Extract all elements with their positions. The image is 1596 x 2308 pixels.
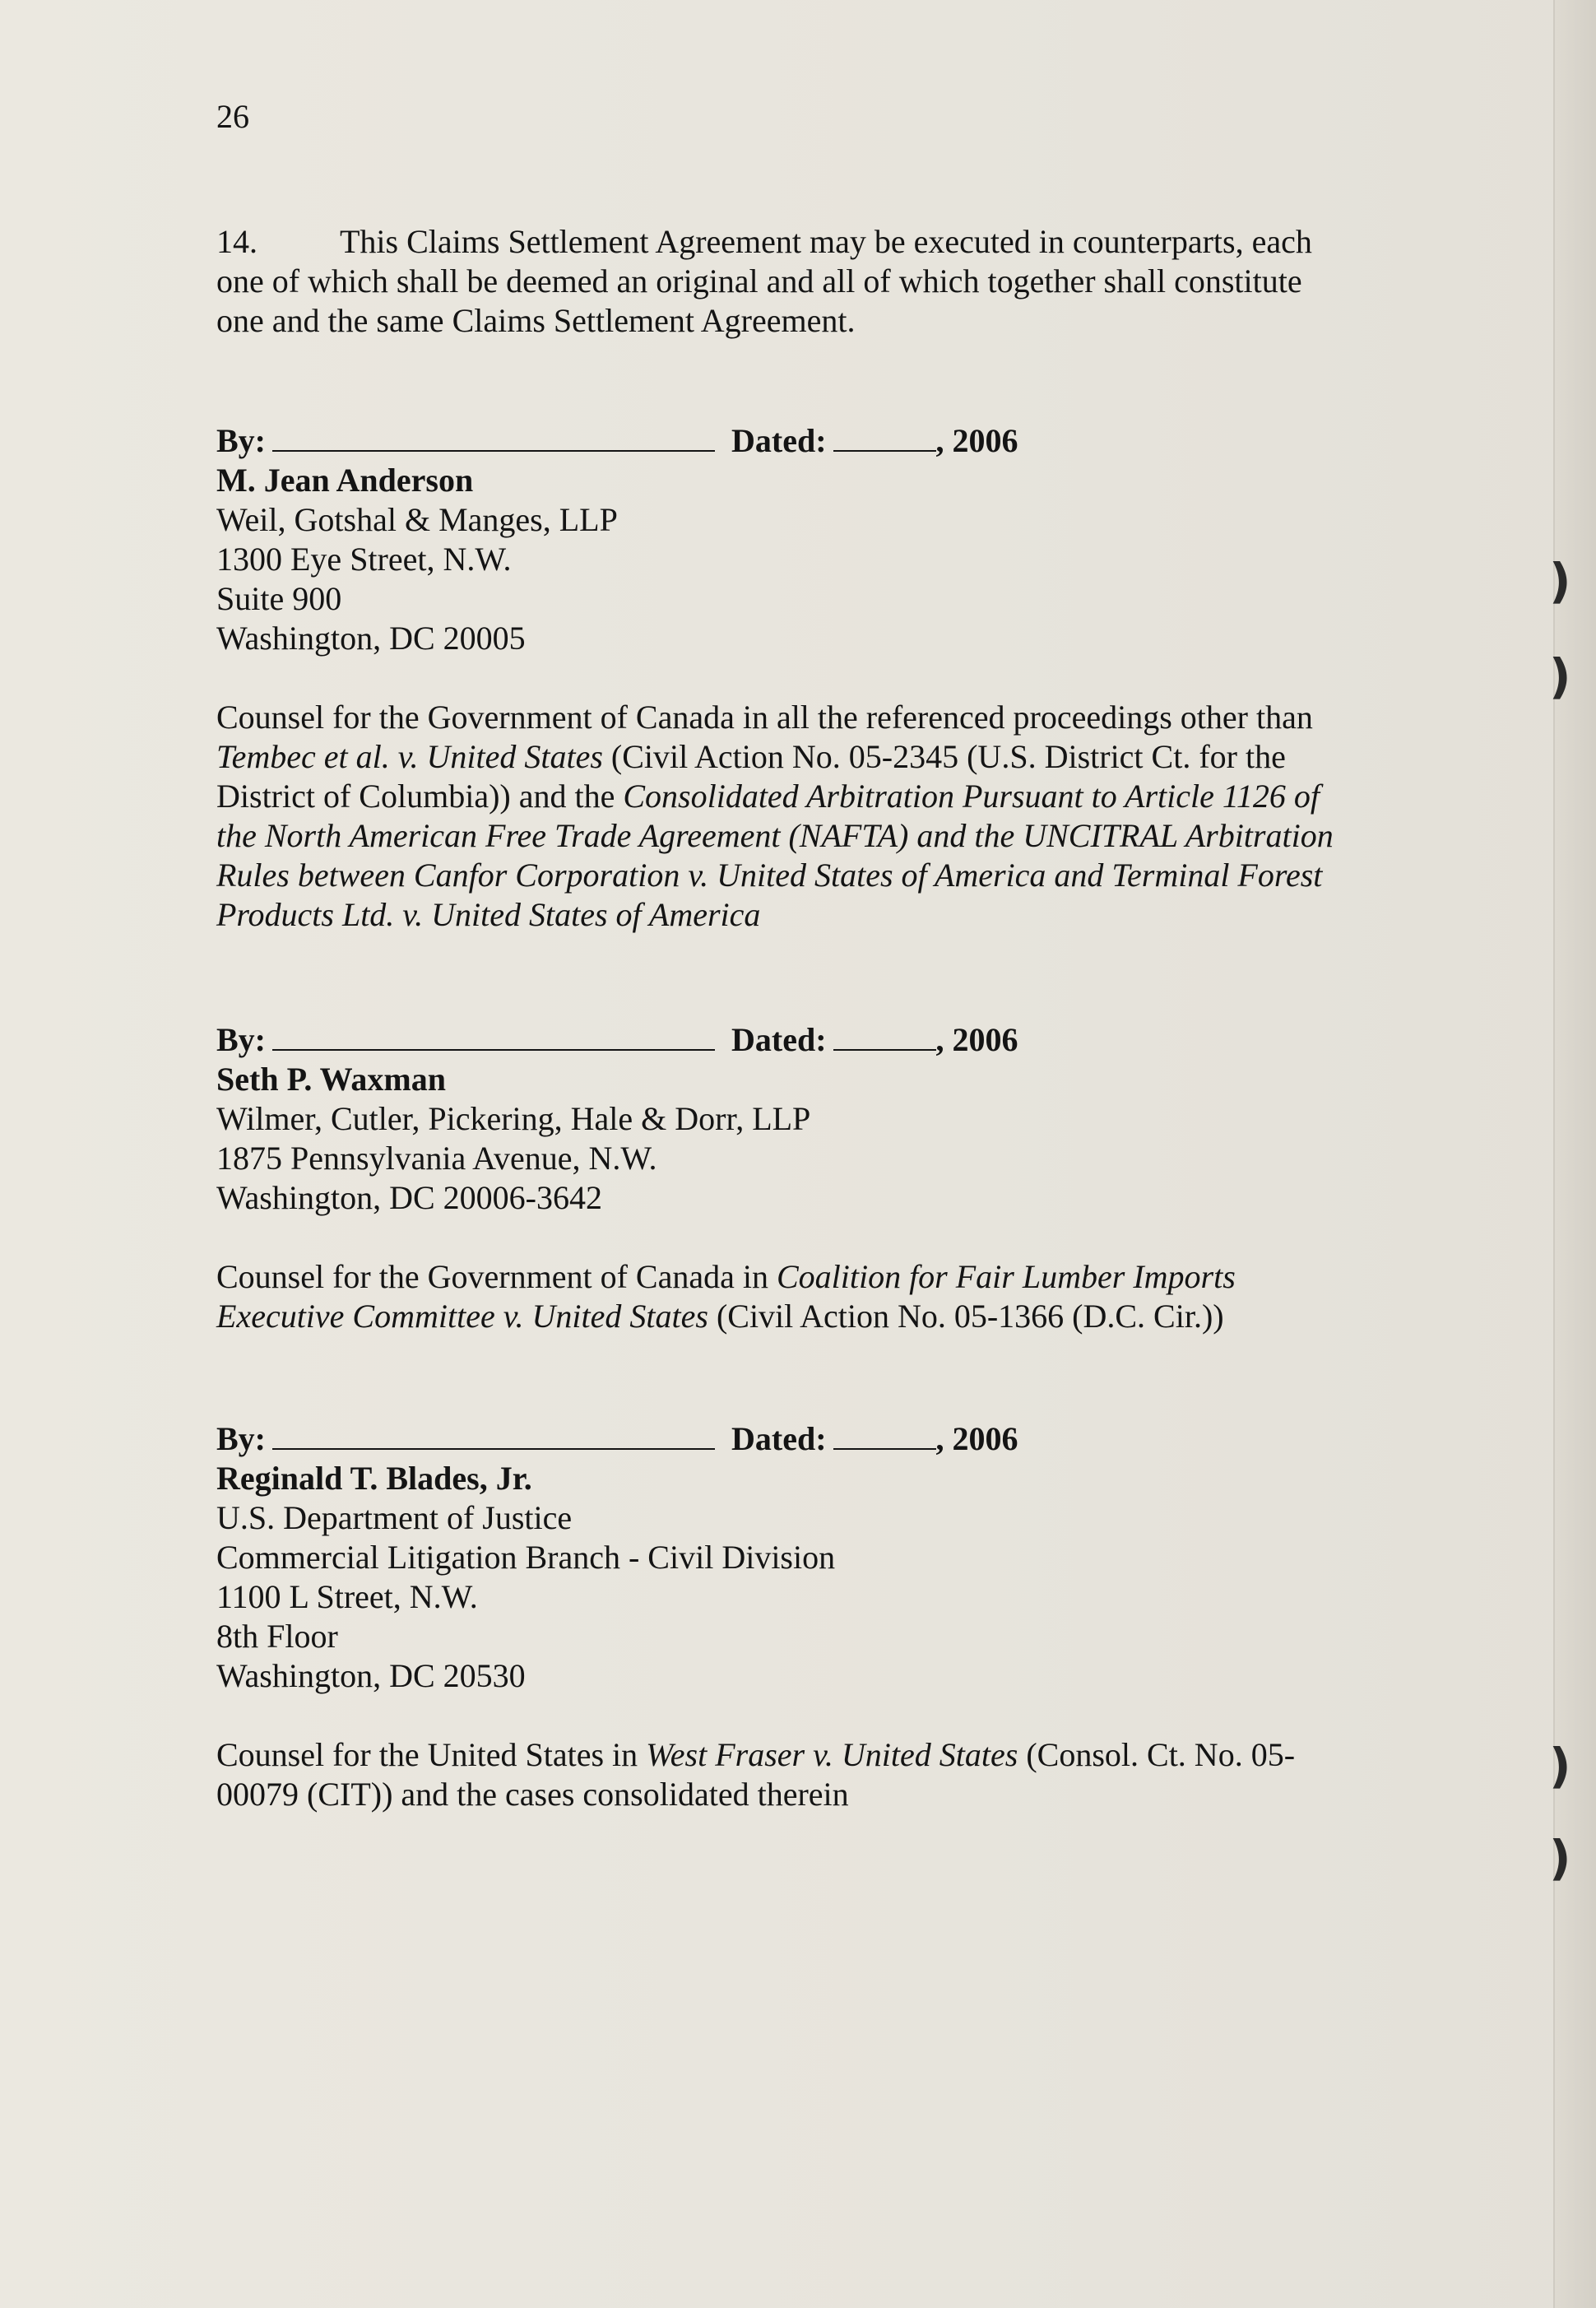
margin-mark: ) (1549, 1738, 1571, 1794)
signatory-address (216, 500, 1352, 658)
signatory-name: Seth P. Waxman (216, 1061, 446, 1098)
by-label: By: (216, 422, 266, 459)
signature-blank (272, 1420, 715, 1450)
date-year: , 2006 (935, 1420, 1018, 1457)
address-line: Washington, DC 20530 (216, 1657, 526, 1694)
date-year: , 2006 (935, 1021, 1018, 1058)
counsel-text: Counsel for the Government of Canada in all the referenced proceedings other than (216, 699, 1313, 736)
section-number: 14. (216, 223, 257, 260)
date-blank (833, 422, 936, 452)
signature-line (216, 421, 1352, 461)
address-line: 8th Floor (216, 1618, 338, 1655)
page-edge (1553, 0, 1596, 2308)
address-line: Washington, DC 20005 (216, 620, 526, 657)
section-text: This Claims Settlement Agreement may be executed in counterparts, each one of which shall be deemed an original and all of which together shall constitute one and the same Claims Settlement Agreement. (216, 223, 1312, 339)
case-name: Consolidated Arbitration Pursuant to Article 1126 of the North American Free Trade Agreement (NAFTA) and the UNCITRAL Arbitration Rules between Canfor Corporation v. United States of America and Terminal Forest Products Ltd. v. United States of America (216, 778, 1334, 933)
signature-blank (272, 1021, 715, 1051)
dated-label: Dated: (731, 1420, 827, 1457)
address-line: 1300 Eye Street, N.W. (216, 541, 512, 578)
counsel-description (216, 698, 1352, 935)
margin-mark: ) (1549, 648, 1571, 704)
signature-block-3 (216, 1419, 1352, 1814)
dated-label: Dated: (731, 1021, 827, 1058)
address-line: 1100 L Street, N.W. (216, 1578, 478, 1615)
section-14-paragraph (216, 222, 1352, 341)
signatory-address (216, 1099, 1352, 1218)
address-line: 1875 Pennsylvania Avenue, N.W. (216, 1140, 657, 1177)
counsel-text: Counsel for the United States in (216, 1736, 647, 1773)
signatory-name: Reginald T. Blades, Jr. (216, 1460, 532, 1497)
address-line: Commercial Litigation Branch - Civil Division (216, 1539, 836, 1576)
counsel-text: (Consol. Ct. No. 05-00079 (CIT)) and the cases consolidated therein (216, 1736, 1296, 1813)
page-number: 26 (216, 98, 249, 135)
counsel-text: Counsel for the Government of Canada in (216, 1258, 777, 1295)
signature-line (216, 1020, 1352, 1060)
counsel-description (216, 1257, 1352, 1336)
by-label: By: (216, 1420, 266, 1457)
address-line: Washington, DC 20006-3642 (216, 1179, 602, 1216)
case-name: West Fraser v. United States (646, 1736, 1018, 1773)
signature-block-1 (216, 421, 1352, 935)
address-line: Wilmer, Cutler, Pickering, Hale & Dorr, LLP (216, 1100, 811, 1137)
address-line: U.S. Department of Justice (216, 1499, 573, 1536)
counsel-description (216, 1735, 1352, 1814)
signature-block-2 (216, 1020, 1352, 1336)
signatory-name: M. Jean Anderson (216, 462, 474, 499)
case-name: Coalition for Fair Lumber Imports Executive Committee v. United States (216, 1258, 1236, 1335)
signature-blank (272, 422, 715, 452)
signatory-address (216, 1498, 1352, 1696)
dated-label: Dated: (731, 422, 827, 459)
date-year: , 2006 (935, 422, 1018, 459)
signature-line (216, 1419, 1352, 1459)
margin-mark: ) (1549, 1830, 1571, 1886)
address-line: Weil, Gotshal & Manges, LLP (216, 501, 618, 538)
date-blank (833, 1021, 936, 1051)
counsel-text: (Civil Action No. 05-2345 (U.S. District Ct. for the District of Columbia)) and the (216, 738, 1286, 815)
by-label: By: (216, 1021, 266, 1058)
address-line: Suite 900 (216, 580, 342, 617)
date-blank (833, 1420, 936, 1450)
counsel-text: (Civil Action No. 05-1366 (D.C. Cir.)) (708, 1298, 1224, 1335)
margin-mark: ) (1549, 553, 1571, 609)
case-name: Tembec et al. v. United States (216, 738, 603, 775)
